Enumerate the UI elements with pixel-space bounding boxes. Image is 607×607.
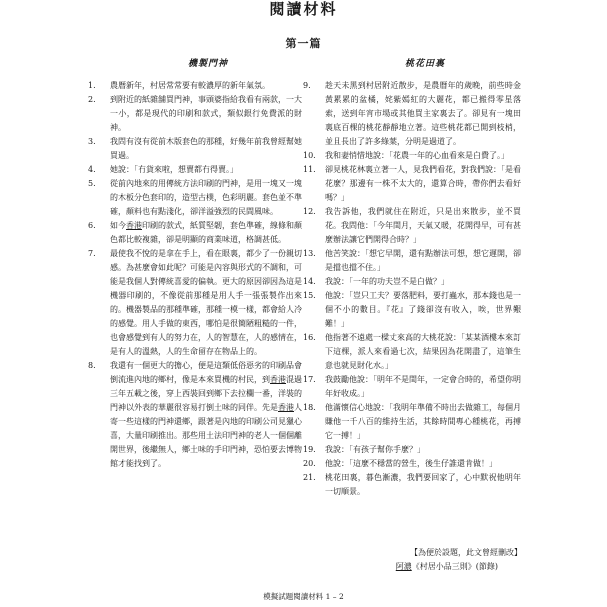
text-segment: 我還有一個更大的擔心，便是這類低俗惡劣的印刷品會倒流進內地的鄉村，像是本來買機的村民，到 [110, 361, 302, 384]
paragraph-number: 17. [303, 375, 316, 384]
paragraph-number: 2. [88, 95, 96, 104]
right-paragraph-list [303, 79, 521, 499]
paragraph-number: 11. [303, 165, 316, 174]
paragraph-20 [303, 457, 521, 471]
paragraph-text: 最使我不悅的是拿在手上，看在眼裏，都少了一份親切感。為甚麼會如此呢？可能是內容與形式的不調和，可能是我個人對傳統喜愛的偏執。更大的原因卻因為這是機器印刷的，不像從前那種是用人手一張張製作出來的。機器製品的那種準確，那種一模一樣，都會給人冷的感覺。用人手做的東西，哪怕是很簡陋粗糙的一件，也會感覺到有人的努力在，人的智慧在，人的感情在，是有人的溫熱，人的生命留存在物品上的。 [110, 249, 302, 356]
page-title: 閱讀材料 [269, 0, 338, 18]
underlined-place-name: 香港 [126, 221, 142, 230]
paragraph-number: 12. [303, 207, 316, 216]
paragraph-21 [303, 471, 521, 499]
paragraph-text: 他指著不遠處一樑丈來高的大桃花說：「某某酒樓本來訂下這棵，派人來看過七次，結果因為花開盡了，這筆生意也就見財化水。」 [325, 333, 521, 370]
paragraph-text: 他說：「這麼不穩當的營生，後生仔誰還肯做！」 [325, 459, 497, 468]
paragraph-text: 卻見桃花林裏立著一人，見我們看花，對我們說：「是看花麼？那邊有一株不太大的，還算合時，帶你們去看好嗎？」 [325, 165, 521, 202]
paragraph-6 [88, 219, 302, 247]
paragraph-19 [303, 443, 521, 457]
section-title: 第一篇 [285, 37, 322, 50]
paragraph-number: 3. [88, 137, 96, 146]
paragraph-2 [88, 93, 302, 135]
right-column [303, 56, 521, 499]
paragraph-4 [88, 163, 302, 177]
paragraph-17 [303, 373, 521, 401]
author-name: 阿濃 [395, 562, 412, 571]
paragraph-13 [303, 247, 521, 275]
paragraph-11 [303, 163, 521, 205]
paragraph-number: 4. [88, 165, 96, 174]
edit-note: 【為便於設題，此文曾經刪改】 [410, 548, 522, 557]
paragraph-number: 14. [303, 277, 316, 286]
paragraph-text: 農曆新年，村居常常要有較濃厚的新年氣氛。 [110, 81, 270, 90]
left-column [88, 56, 302, 471]
paragraph-12 [303, 205, 521, 247]
paragraph-number: 8. [88, 361, 96, 370]
paragraph-number: 6. [88, 221, 96, 230]
paragraph-16 [303, 331, 521, 373]
paragraph-text: 趁天未黑到村居附近散步，是農曆年的歲晚，前些時金黃累累的盆橘，姹紫嫣紅的大麗花，都已搬得零星落索，送到年宵市場或其他買主家裏去了。卻見有一塊田裏底百棵的桃花靜靜地立著。這些桃花都已開到枝梢，並且長出了許多綠葉，分明是過道了。 [325, 81, 521, 146]
paragraph-text: 從前內地來的用傳統方法印刷的門神，是用一塊又一塊的木板分色套印的，造型古樸，色彩明麗。套色並不準確，顏料也有點淺化，卻洋溢強烈的民間風味。 [110, 179, 302, 216]
underlined-place-name: 香港 [278, 403, 294, 412]
source-title: 《村居小品三則》(節錄) [411, 562, 498, 571]
paragraph-text: 他說：「豈只工夫？要落肥料，要打蟲水，那本錢也是一個不小的數目。『花』了錢卻沒有收入，唉，世界艱難！」 [325, 291, 521, 328]
paragraph-text [110, 219, 302, 247]
paragraph-number: 16. [303, 333, 316, 342]
text-segment: 如今 [110, 221, 126, 230]
paragraph-7 [88, 247, 302, 359]
paragraph-9 [303, 79, 521, 149]
text-segment: 混過三年五載之後，穿上西裝回到鄉下去拉欄一番，洋裝的門神以外表的華麗很容易打倒土味的同伴。先是 [110, 375, 302, 412]
paragraph-text: 他滿懷信心地說：「我明年準備不時出去做雜工，每個月賺他一千八百的維持生活，其餘時間專心種桃花，再搏它一搏！」 [325, 403, 521, 440]
paragraph-text: 他苦笑說：「想它早開，還有點辦法可想，想它遲開，卻是擋也擋不住。」 [325, 249, 521, 272]
source-note [312, 546, 522, 574]
left-paragraph-list [88, 79, 302, 471]
page-footer: 模擬試題閱讀材料 1 – 2 [263, 592, 344, 601]
paragraph-number: 10. [303, 151, 316, 160]
paragraph-text: 我告訴他，我們就住在附近，只是出來散步，並不買花。我問他：「今年閏月，天氣又暖，花開得早，可有甚麼辦法讓它們開得合時？」 [325, 207, 521, 244]
paragraph-number: 1. [88, 81, 96, 90]
right-article-title: 桃花田裏 [404, 59, 445, 69]
paragraph-8 [88, 359, 302, 471]
paragraph-text: 我問有沒有從前木版套色的那種，好幾年前我曾經幫她買過。 [110, 137, 302, 160]
text-segment: 人寄一些這樣的門神還鄉，跟著是內地的印刷公司見獵心喜，大量印刷推出。那些用土法印門神的老人一個個離開世界，後繼無人，鄉土味的手印門神，恐怕要去博物館才能找到了。 [110, 403, 302, 468]
paragraph-text: 我和妻悄惜地說：「花農一年的心血看來是白費了。」 [325, 151, 509, 160]
paragraph-5 [88, 177, 302, 219]
underlined-place-name: 香港 [270, 375, 286, 384]
paragraph-text: 她說：「冇貨來啦，想賣都冇得賣。」 [110, 165, 238, 174]
paragraph-number: 21. [303, 473, 316, 482]
paragraph-number: 9. [303, 81, 311, 90]
paragraph-number: 20. [303, 459, 316, 468]
paragraph-number: 7. [88, 249, 96, 258]
paragraph-10 [303, 149, 521, 163]
text-segment: 印刷的款式，紙質堅韌，套色準確，線條和顏色都比較複雜，卻是明顯的商業味道，格調甚低。 [110, 221, 302, 244]
paragraph-number: 15. [303, 291, 316, 300]
paragraph-18 [303, 401, 521, 443]
paragraph-15 [303, 289, 521, 331]
paragraph-number: 5. [88, 179, 96, 188]
paragraph-text: 我說：「有孩子幫你手麼？」 [325, 445, 425, 454]
paragraph-3 [88, 135, 302, 163]
paragraph-14 [303, 275, 521, 289]
paragraph-text: 我說：「一年的功夫豈不是白做？」 [325, 277, 449, 286]
left-article-title: 機製門神 [187, 59, 228, 69]
paragraph-text: 到附近的紙雜舖買門神，事頭婆指給我看有兩款，一大一小，都是現代的印刷和款式，類似銀行免費派的財神。 [110, 95, 302, 132]
paragraph-1 [88, 79, 302, 93]
source-citation [312, 560, 522, 574]
paragraph-text: 我鼓勵他說：「明年不是閏年，一定會合時的，希望你明年好收成。」 [325, 375, 521, 398]
paragraph-text: 桃花田裏，暮色漸濃，我們要回家了，心中默祝他明年一切順景。 [325, 473, 521, 496]
paragraph-number: 18. [303, 403, 316, 412]
paragraph-number: 13. [303, 249, 316, 258]
paragraph-number: 19. [303, 445, 316, 454]
paragraph-text [110, 359, 302, 471]
